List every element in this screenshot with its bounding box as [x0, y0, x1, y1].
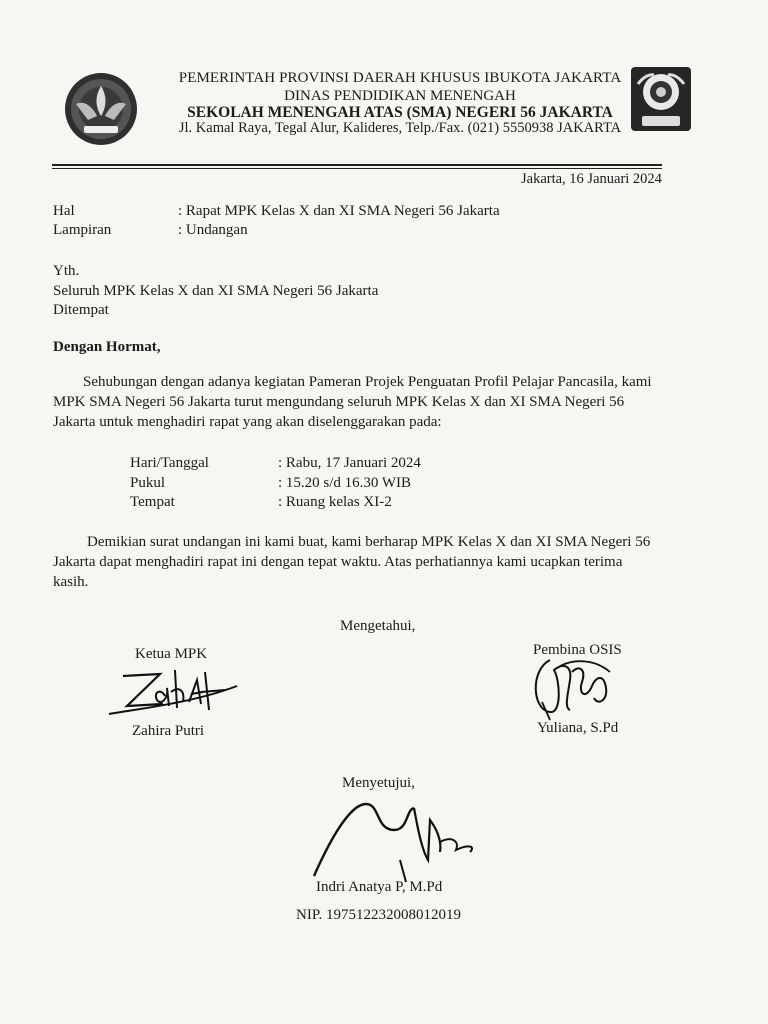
letterhead-school-name: SEKOLAH MENENGAH ATAS (SMA) NEGERI 56 JAKARTA	[187, 104, 613, 121]
subject-label: Hal	[53, 203, 75, 219]
letterhead-address: Jl. Kamal Raya, Tegal Alur, Kalideres, Telp./Fax. (021) 5550938 JAKARTA	[178, 120, 622, 136]
detail-label-time: Pukul	[130, 475, 166, 491]
bottom-signatory-name: Indri Anatya P, M.Pd	[316, 879, 443, 895]
body-paragraph-1-line: Jakarta untuk menghadiri rapat yang akan diselenggarakan pada:	[53, 414, 442, 430]
body-paragraph-1	[53, 372, 693, 432]
recipient-place: Ditempat	[53, 302, 109, 318]
attachment-value: : Undangan	[178, 222, 248, 238]
letterhead-government: PEMERINTAH PROVINSI DAERAH KHUSUS IBUKOTA JAKARTA	[178, 70, 622, 86]
recipient-to: Seluruh MPK Kelas X dan XI SMA Negeri 56 Jakarta	[53, 283, 379, 299]
detail-label-date: Hari/Tanggal	[130, 455, 209, 471]
detail-value-date: : Rabu, 17 Januari 2024	[278, 455, 421, 471]
left-signature-image	[105, 662, 245, 722]
body-paragraph-2-line: Demikian surat undangan ini kami buat, kami berharap MPK Kelas X dan XI SMA Negeri 56	[87, 534, 651, 550]
subject-value: : Rapat MPK Kelas X dan XI SMA Negeri 56 Jakarta	[178, 203, 500, 219]
bottom-signatory-nip: NIP. 197512232008012019	[296, 907, 462, 923]
greeting: Dengan Hormat,	[53, 339, 161, 355]
acknowledged-label: Mengetahui,	[340, 618, 416, 634]
letterhead-rule-thick	[52, 164, 662, 166]
detail-value-place: : Ruang kelas XI-2	[278, 494, 392, 510]
body-paragraph-2-line: Jakarta dapat menghadiri rapat ini dengan tepat waktu. Atas perhatiannya kami ucapkan terima	[53, 554, 623, 570]
left-signatory-name: Zahira Putri	[132, 723, 205, 739]
recipient-yth: Yth.	[53, 263, 80, 279]
bottom-signature-image	[310, 790, 480, 885]
right-signatory-name: Yuliana, S.Pd	[537, 720, 619, 736]
letterhead-rule-thin	[52, 168, 662, 169]
left-signatory-title: Ketua MPK	[135, 646, 208, 662]
body-paragraph-1-line: MPK SMA Negeri 56 Jakarta turut mengundang seluruh MPK Kelas X dan XI SMA Negeri 56	[53, 394, 625, 410]
letterhead-department: DINAS PENDIDIKAN MENENGAH	[284, 88, 516, 104]
detail-value-time: : 15.20 s/d 16.30 WIB	[278, 475, 412, 491]
body-paragraph-1-line: Sehubungan dengan adanya kegiatan Pameran Projek Penguatan Profil Pelajar Pancasila, kami	[83, 374, 652, 390]
right-signature-image	[520, 650, 620, 730]
detail-label-place: Tempat	[130, 494, 175, 510]
letter-date: Jakarta, 16 Januari 2024	[521, 171, 662, 187]
attachment-label: Lampiran	[53, 222, 112, 238]
approved-label: Menyetujui,	[342, 775, 415, 791]
body-paragraph-2-line: kasih.	[53, 574, 89, 590]
right-signatory-title: Pembina OSIS	[533, 642, 622, 658]
body-paragraph-2	[53, 532, 693, 592]
